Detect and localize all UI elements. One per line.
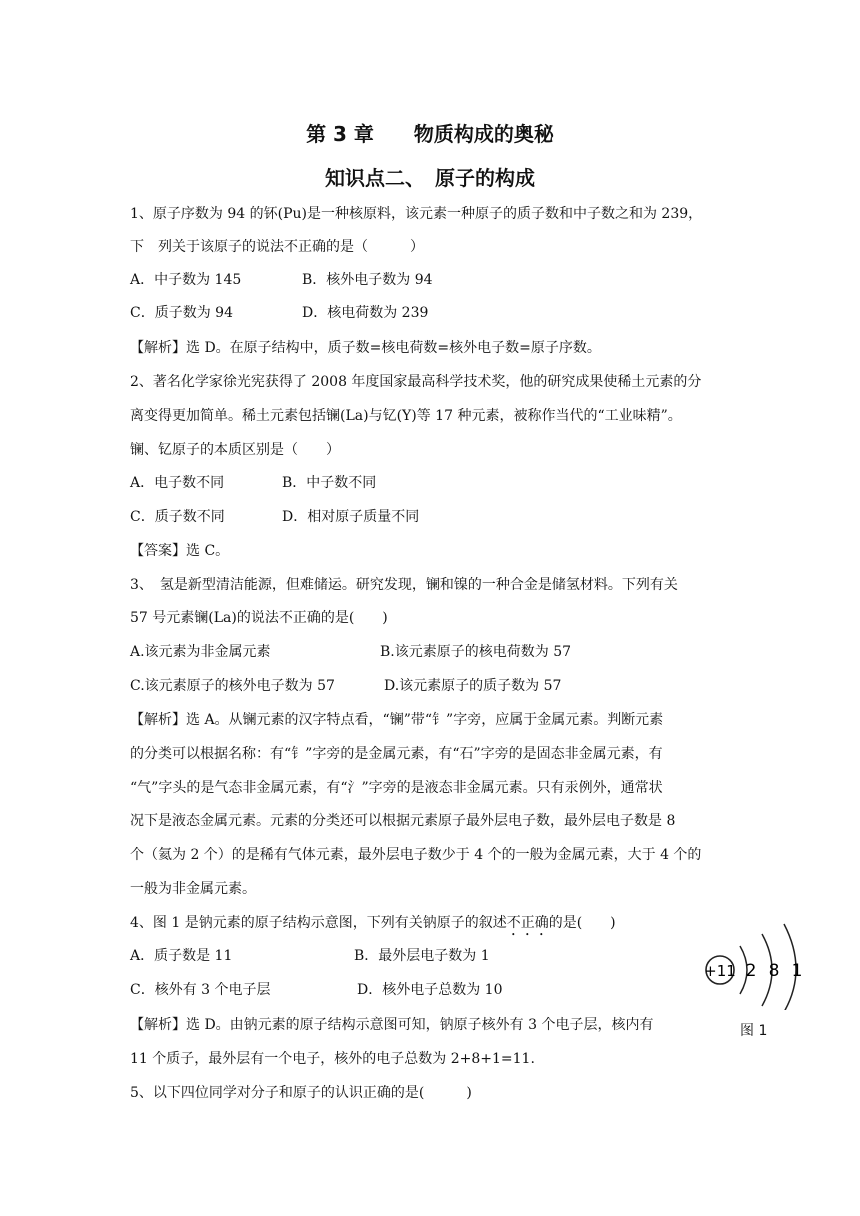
q4-stem-post: 的是( ) [548, 915, 616, 931]
q2-stem-line-3: 镧、钇原子的本质区别是（ ） [130, 442, 340, 458]
q1-option-a: A．中子数为 145 [130, 272, 242, 288]
q2-stem-line-1: 2、著名化学家徐光宪获得了 2008 年度国家最高科学技术奖，他的研究成果使稀土元素的分 [130, 374, 702, 390]
q1-option-d: D．核电荷数为 239 [302, 305, 429, 321]
q2-option-d: D．相对原子质量不同 [282, 509, 420, 525]
q4-analysis-line-2: 11 个质子，最外层有一个电子，核外的电子总数为 2+8+1=11. [130, 1051, 535, 1067]
q1-option-b: B．核外电子数为 94 [302, 272, 433, 288]
q1-option-c: C．质子数为 94 [130, 305, 233, 321]
q2-option-c: C．质子数不同 [130, 509, 225, 525]
q3-analysis-line-6: 一般为非金属元素。 [130, 881, 256, 897]
chapter-title: 第 3 章 物质构成的奥秘 [306, 122, 554, 146]
q3-stem-line-1: 3、 氢是新型清洁能源，但难储运。研究发现，镧和镍的一种合金是储氢材料。下列有关 [130, 577, 678, 593]
q4-option-c: C．核外有 3 个电子层 [130, 982, 271, 998]
q3-stem-line-2: 57 号元素镧(La)的说法不正确的是( ) [130, 610, 388, 626]
q2-option-b: B．中子数不同 [282, 475, 377, 491]
q4-stem [130, 913, 616, 939]
q3-analysis-line-1: 【解析】选 A。从镧元素的汉字特点看，“镧”带“钅”字旁，应属于金属元素。判断元素 [130, 712, 664, 728]
section-title: 知识点二、 原子的构成 [325, 166, 535, 190]
q3-analysis-line-2: 的分类可以根据名称：有“钅”字旁的是金属元素，有“石”字旁的是固态非金属元素，有 [130, 746, 663, 762]
q4-stem-emphasis: 不正确 [506, 915, 549, 931]
shell-1-electrons: 2 [745, 961, 757, 981]
q1-stem-line-1: 1、原子序数为 94 的钚(Pu)是一种核原料，该元素一种原子的质子数和中子数之和为 239， [130, 206, 703, 222]
q4-analysis-line-1: 【解析】选 D。由钠元素的原子结构示意图可知，钠原子核外有 3 个电子层，核内有 [130, 1017, 654, 1033]
q4-option-d: D．核外电子总数为 10 [357, 982, 503, 998]
shell-2-electrons: 8 [768, 961, 780, 981]
figure-label: 图 1 [740, 1023, 768, 1039]
q3-analysis-line-3: “气”字头的是气态非金属元素，有“氵”字旁的是液态非金属元素。只有汞例外，通常状 [130, 780, 663, 796]
q5-stem-line-1: 5、以下四位同学对分子和原子的认识正确的是( ) [130, 1085, 472, 1101]
q2-answer: 【答案】选 C。 [130, 543, 230, 559]
q2-stem-line-2: 离变得更加简单。稀土元素包括镧(La)与钇(Y)等 17 种元素，被称作当代的“工业味精”。 [130, 408, 682, 424]
q3-option-c: C.该元素原子的核外电子数为 57 [130, 678, 335, 694]
q3-analysis-line-5: 个（氦为 2 个）的是稀有气体元素，最外层电子数少于 4 个的一般为金属元素，大于 4 个的 [130, 847, 702, 863]
q4-option-b: B．最外层电子数为 1 [354, 948, 490, 964]
nucleus-label: +11 [704, 962, 736, 980]
q3-option-d: D.该元素原子的质子数为 57 [384, 678, 562, 694]
q3-option-b: B.该元素原子的核电荷数为 57 [380, 644, 572, 660]
q1-stem-line-2: 下 列关于该原子的说法不正确的是（ ） [130, 239, 424, 255]
sodium-atom-diagram [700, 920, 820, 1010]
q3-option-a: A.该元素为非金属元素 [130, 644, 271, 660]
q1-analysis: 【解析】选 D。在原子结构中，质子数=核电荷数=核外电子数=原子序数。 [130, 340, 601, 356]
q4-stem-pre: 4、图 1 是钠元素的原子结构示意图，下列有关钠原子的叙述 [130, 915, 507, 931]
q4-option-a: A．质子数是 11 [130, 948, 233, 964]
shell-3-electrons: 1 [791, 961, 803, 981]
q2-option-a: A．电子数不同 [130, 475, 225, 491]
q3-analysis-line-4: 况下是液态金属元素。元素的分类还可以根据元素原子最外层电子数，最外层电子数是 8 [130, 813, 676, 829]
